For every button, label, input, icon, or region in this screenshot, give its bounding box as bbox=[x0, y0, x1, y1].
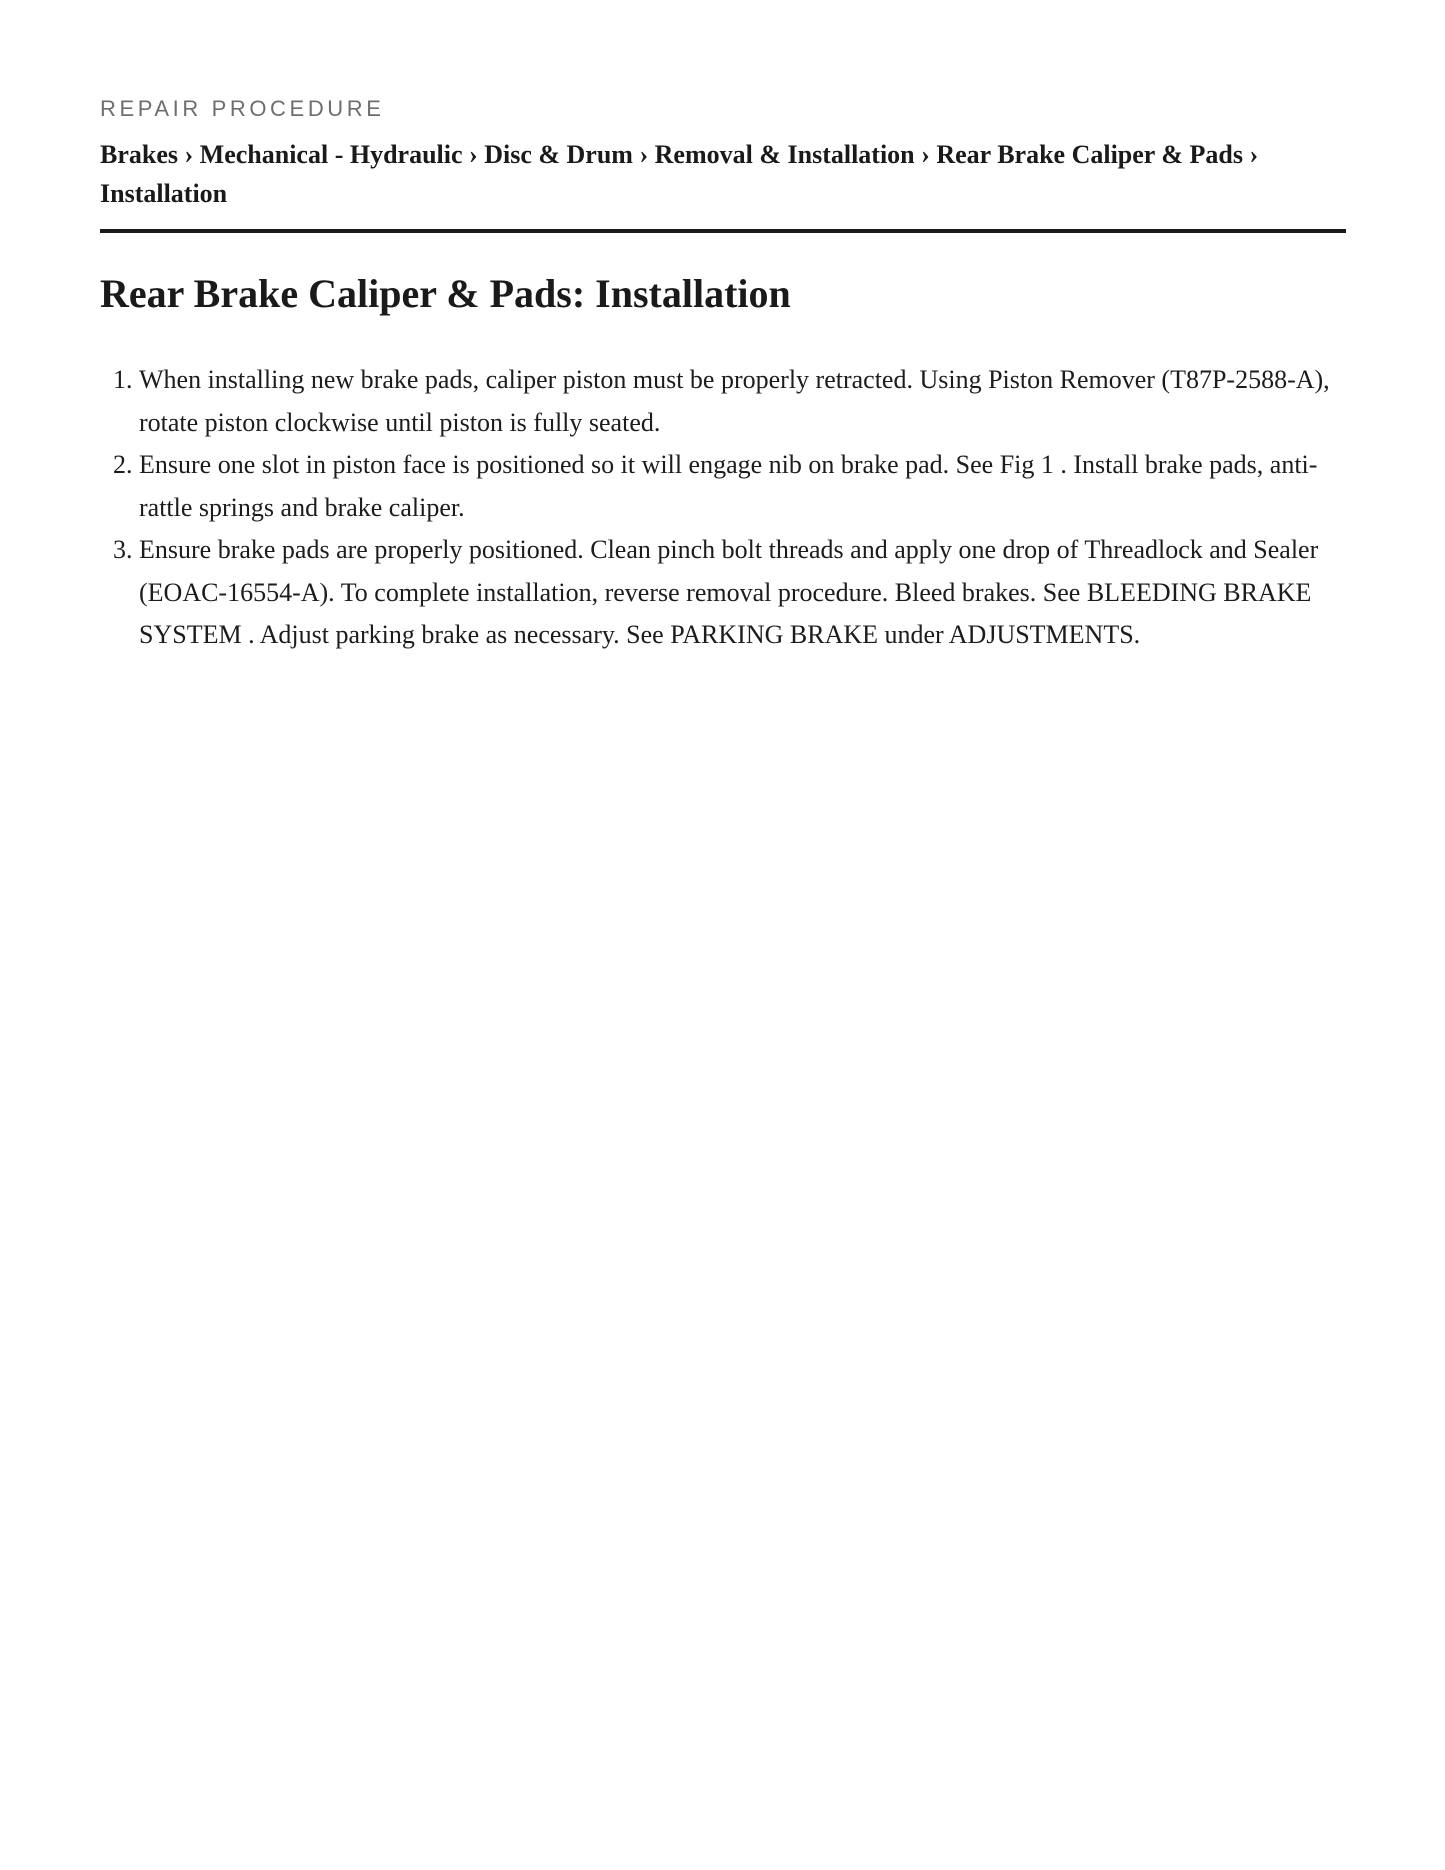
breadcrumb-item-removal-installation[interactable]: Removal & Installation bbox=[654, 140, 915, 169]
section-kicker: REPAIR PROCEDURE bbox=[100, 96, 385, 121]
breadcrumb-item-installation: Installation bbox=[100, 179, 228, 208]
procedure-step-2: 2. Ensure one slot in piston face is positioned so it will engage nib on brake pad. See Fig 1 . Install brake pads, anti-rattle springs and brake caliper. bbox=[139, 444, 1346, 529]
page-title: Rear Brake Caliper & Pads: Installation bbox=[100, 271, 791, 316]
breadcrumb-separator: › bbox=[469, 140, 485, 169]
breadcrumb-item-disc-drum[interactable]: Disc & Drum bbox=[484, 140, 633, 169]
breadcrumb-item-mechanical-hydraulic[interactable]: Mechanical - Hydraulic bbox=[199, 140, 463, 169]
document-page bbox=[100, 0, 1346, 657]
breadcrumb-item-brakes[interactable]: Brakes bbox=[100, 140, 178, 169]
breadcrumb-separator: › bbox=[184, 140, 200, 169]
procedure-step-1: 1. When installing new brake pads, caliper piston must be properly retracted. Using Piston Remover (T87P-2588-A), rotate piston clockwise until piston is fully seated. bbox=[139, 359, 1346, 444]
breadcrumb-separator: › bbox=[921, 140, 937, 169]
breadcrumb bbox=[100, 135, 1346, 233]
breadcrumb-separator: › bbox=[1249, 140, 1259, 169]
breadcrumb-separator: › bbox=[639, 140, 655, 169]
procedure-step-3: 3. Ensure brake pads are properly positioned. Clean pinch bolt threads and apply one drop of Threadlock and Sealer (EOAC-16554-A). To complete installation, reverse removal procedure. Bleed brakes. See BLEEDING BRAKE SYSTEM . Adjust parking brake as necessary. See PARKING BRAKE under ADJUSTMENTS. bbox=[139, 529, 1346, 657]
procedure-steps bbox=[100, 359, 1346, 657]
breadcrumb-item-rear-brake-caliper-pads[interactable]: Rear Brake Caliper & Pads bbox=[936, 140, 1243, 169]
